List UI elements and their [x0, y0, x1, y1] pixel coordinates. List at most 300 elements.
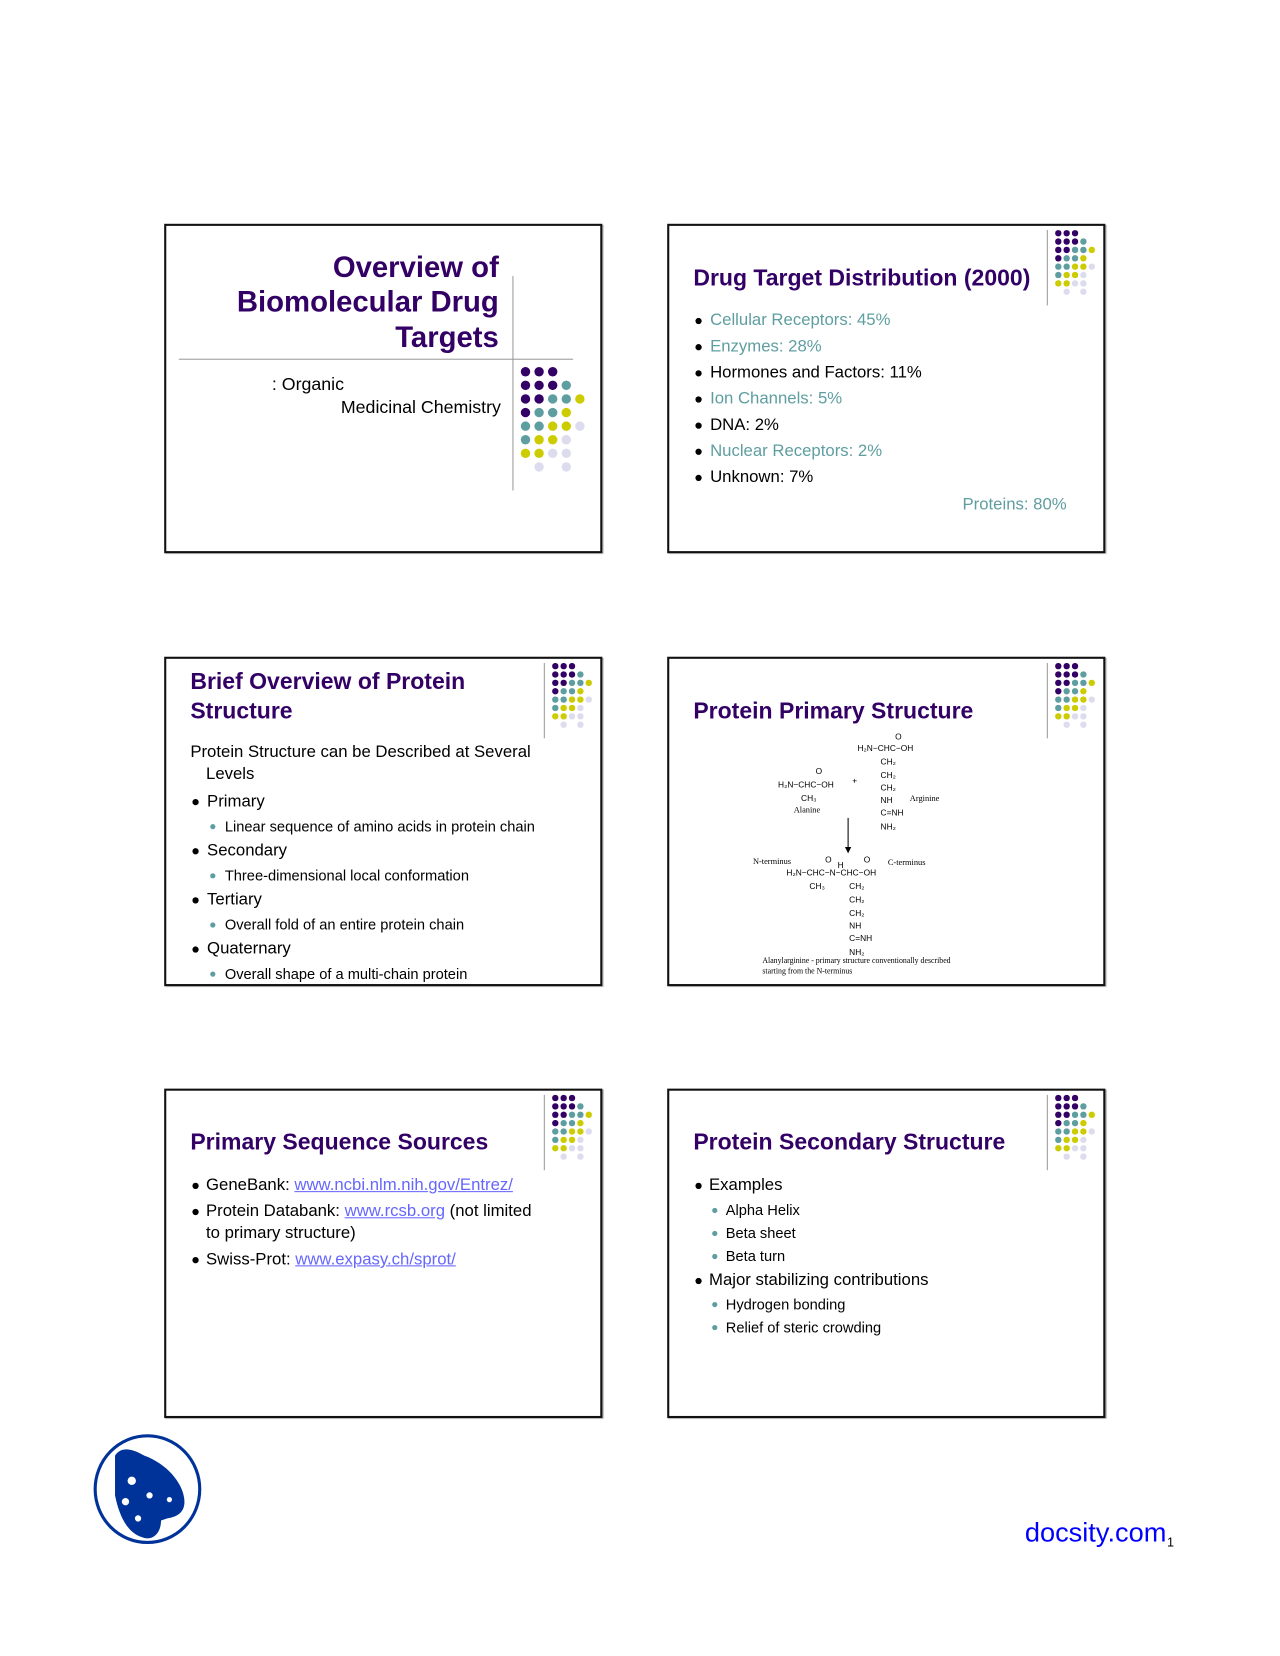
- divider: [1047, 230, 1048, 305]
- decorative-dot: [534, 408, 543, 417]
- chem-label: H₂N−CHC−N−CHC−OH: [786, 867, 877, 878]
- decorative-dot: [569, 696, 575, 702]
- decorative-dot: [1080, 1103, 1086, 1109]
- chem-label: H₂N−CHC−OH: [778, 780, 834, 790]
- decorative-dot: [577, 1128, 583, 1134]
- decorative-dot: [521, 394, 530, 403]
- decorative-dot: [577, 671, 583, 677]
- decorative-dot: [1080, 1145, 1086, 1151]
- list-item-protein-databank: [206, 1202, 532, 1223]
- decorative-dot: [569, 1112, 575, 1118]
- decorative-dot: [569, 1145, 575, 1151]
- decorative-dot: [561, 1103, 567, 1109]
- chem-label: N-terminus: [752, 856, 792, 866]
- decorative-dot: [534, 462, 543, 471]
- divider: [544, 1095, 545, 1170]
- decorative-dot: [1080, 238, 1086, 244]
- divider: [512, 276, 513, 490]
- decorative-dot: [1080, 1120, 1086, 1126]
- bullet-icon: [712, 1254, 717, 1259]
- decorative-dot: [1064, 238, 1070, 244]
- chem-label: NH: [880, 795, 893, 806]
- decorative-dot: [1089, 1112, 1095, 1118]
- decorative-dot: [1055, 1128, 1061, 1134]
- sub-list-item: Alpha Helix: [725, 1201, 800, 1219]
- decorative-dot: [1080, 688, 1086, 694]
- decorative-dot: [1089, 680, 1095, 686]
- decorative-dot: [1064, 705, 1070, 711]
- decorative-dot: [561, 1137, 567, 1143]
- proteins-total: Proteins: 80%: [962, 495, 1067, 514]
- decorative-dot: [1072, 255, 1078, 261]
- chem-label: O: [895, 732, 902, 742]
- decorative-dot: [1080, 680, 1086, 686]
- decorative-dot: [1064, 1128, 1070, 1134]
- bullet-icon: [210, 972, 215, 977]
- decorative-dot: [552, 713, 558, 719]
- chem-label: NH₂: [849, 947, 865, 957]
- decorative-dot: [561, 696, 567, 702]
- decorative-dot: [561, 1145, 567, 1151]
- decorative-dot: [575, 394, 584, 403]
- decorative-dot: [1080, 264, 1086, 270]
- decorative-dot: [534, 435, 543, 444]
- chem-label: CH₂: [880, 783, 896, 793]
- decorative-dot: [548, 367, 557, 376]
- slide-title: Protein Secondary Structure: [693, 1128, 1006, 1155]
- list-item-genebank: [206, 1175, 513, 1196]
- docsity-brand-link[interactable]: docsity.com: [1024, 1516, 1167, 1548]
- level-description: Three-dimensional local conformation: [224, 866, 469, 884]
- decorative-dot: [521, 435, 530, 444]
- decorative-dot: [1072, 272, 1078, 278]
- decorative-dot: [1064, 680, 1070, 686]
- intro-text: Levels: [206, 765, 255, 784]
- reaction-arrow-icon: [842, 818, 855, 856]
- level-item: Secondary: [207, 841, 288, 860]
- bullet-icon: [712, 1325, 717, 1330]
- decorative-dot: [1055, 713, 1061, 719]
- bullet-icon: [695, 1183, 701, 1189]
- list-item: Hormones and Factors: 11%: [710, 363, 922, 382]
- intro-text: Protein Structure can be Described at Several: [190, 743, 531, 762]
- decorative-dot: [1072, 280, 1078, 286]
- decorative-dot: [561, 1095, 567, 1101]
- decorative-dot: [569, 680, 575, 686]
- decorative-dot: [1080, 722, 1086, 728]
- decorative-dot: [548, 408, 557, 417]
- decorative-dot: [1072, 663, 1078, 669]
- list-item: Nuclear Receptors: 2%: [710, 442, 883, 461]
- bullet-icon: [210, 922, 215, 927]
- decorative-dot: [1080, 1153, 1086, 1159]
- decorative-dot: [521, 381, 530, 390]
- slide-primary-sequence-sources: [164, 1089, 602, 1418]
- decorative-dot: [1064, 722, 1070, 728]
- decorative-dot: [1055, 696, 1061, 702]
- decorative-dot: [577, 713, 583, 719]
- chem-name-alanine: Alanine: [793, 805, 821, 815]
- decorative-dot: [1055, 1103, 1061, 1109]
- decorative-dot: [569, 1137, 575, 1143]
- level-item: Tertiary: [207, 890, 262, 909]
- decorative-dot: [521, 449, 530, 458]
- decorative-dot: [577, 705, 583, 711]
- decorative-dot: [1055, 1095, 1061, 1101]
- chem-label: CH₃: [801, 793, 817, 804]
- diagram-caption: Alanylarginine - primary structure conventionally described: [762, 955, 951, 966]
- decorative-dot: [1055, 1120, 1061, 1126]
- decorative-dot: [1089, 264, 1095, 270]
- level-description: Linear sequence of amino acids in protein chain: [224, 817, 535, 835]
- decorative-dot: [1080, 671, 1086, 677]
- decorative-dot: [561, 1153, 567, 1159]
- decorative-dot: [534, 367, 543, 376]
- decorative-dot: [548, 449, 557, 458]
- slide-title-line: Targets: [395, 321, 499, 354]
- bullet-icon: [695, 475, 701, 481]
- list-item-swiss-prot: [206, 1250, 456, 1271]
- decorative-dot: [552, 671, 558, 677]
- decorative-dot: [552, 1128, 558, 1134]
- decorative-dot: [1055, 255, 1061, 261]
- decorative-dot: [534, 421, 543, 430]
- decorative-dot: [1080, 272, 1086, 278]
- decorative-dot: [1064, 280, 1070, 286]
- decorative-dot: [1055, 671, 1061, 677]
- diagram-caption: starting from the N-terminus: [762, 966, 853, 976]
- decorative-dot: [1064, 1137, 1070, 1143]
- decorative-dot: [1055, 264, 1061, 270]
- expasy-link[interactable]: www.expasy.ch/sprot/: [295, 1250, 456, 1269]
- decorative-dot: [577, 688, 583, 694]
- decorative-dot: [521, 408, 530, 417]
- list-item: DNA: 2%: [710, 416, 779, 434]
- rcsb-link[interactable]: www.rcsb.org: [344, 1202, 446, 1221]
- genebank-link[interactable]: www.ncbi.nlm.nih.gov/Entrez/: [294, 1176, 513, 1195]
- decorative-dot: [1072, 1128, 1078, 1134]
- decorative-dot: [552, 1103, 558, 1109]
- bullet-icon: [192, 946, 198, 952]
- bullet-icon: [695, 344, 701, 350]
- decorative-dot: [569, 713, 575, 719]
- decorative-dot: [1055, 680, 1061, 686]
- decorative-dot: [1064, 1153, 1070, 1159]
- decorative-dot: [1055, 238, 1061, 244]
- decorative-dot: [552, 1145, 558, 1151]
- decorative-dot: [1072, 1103, 1078, 1109]
- slide-title: [164, 224, 602, 553]
- decorative-dot: [1064, 230, 1070, 236]
- decorative-dot: [569, 1128, 575, 1134]
- decorative-dot: [569, 688, 575, 694]
- slide-protein-structure-overview: [164, 657, 602, 986]
- source-label: Protein Databank:: [206, 1202, 345, 1221]
- chem-label: C=NH: [849, 933, 873, 944]
- decorative-dot: [548, 421, 557, 430]
- list-item: Enzymes: 28%: [710, 337, 822, 356]
- decorative-dot: [1089, 1128, 1095, 1134]
- decorative-dot: [552, 663, 558, 669]
- decorative-dot: [1072, 680, 1078, 686]
- decorative-dot: [1055, 1112, 1061, 1118]
- decorative-dot: [1064, 1120, 1070, 1126]
- decorative-dot: [561, 688, 567, 694]
- decorative-dot: [562, 381, 571, 390]
- source-label: GeneBank:: [206, 1176, 295, 1195]
- chem-label: CH₂: [880, 770, 896, 781]
- list-item: Examples: [709, 1176, 783, 1195]
- decorative-dot: [1080, 705, 1086, 711]
- decorative-dot: [577, 1103, 583, 1109]
- chem-label: NH: [849, 921, 862, 931]
- decorative-dot: [569, 1120, 575, 1126]
- page-number: 1: [1167, 1535, 1175, 1550]
- bullet-icon: [695, 318, 701, 324]
- decorative-dot: [1080, 247, 1086, 253]
- decorative-dot: [577, 1137, 583, 1143]
- decorative-dot: [552, 705, 558, 711]
- decorative-dot: [534, 394, 543, 403]
- decorative-dot: [552, 680, 558, 686]
- decorative-dot: [1064, 264, 1070, 270]
- decorative-dot: [1064, 696, 1070, 702]
- slide-title: Structure: [190, 697, 293, 724]
- level-description: Overall shape of a multi-chain protein: [224, 965, 468, 982]
- decorative-dot: [548, 381, 557, 390]
- source-label: Swiss-Prot:: [206, 1250, 296, 1269]
- decorative-dot: [1064, 272, 1070, 278]
- chem-label: C-terminus: [887, 857, 926, 867]
- decorative-dot: [534, 449, 543, 458]
- decorative-dot: [561, 705, 567, 711]
- bullet-icon: [192, 1183, 198, 1189]
- decorative-dot: [569, 671, 575, 677]
- divider: [1047, 1095, 1048, 1170]
- decorative-dot: [1064, 1112, 1070, 1118]
- decorative-dot: [562, 462, 571, 471]
- decorative-dot: [577, 1145, 583, 1151]
- decorative-dot: [561, 671, 567, 677]
- sub-list-item: Relief of steric crowding: [725, 1318, 882, 1336]
- decorative-dot: [1072, 705, 1078, 711]
- decorative-dot: [1055, 272, 1061, 278]
- decorative-dot: [1072, 688, 1078, 694]
- subtitle: : Organic: [271, 374, 345, 395]
- decorative-dot: [586, 696, 592, 702]
- list-item: Unknown: 7%: [710, 468, 814, 487]
- decorative-dot: [1080, 1112, 1086, 1118]
- decorative-dot: [1055, 663, 1061, 669]
- sub-list-item: Beta sheet: [725, 1224, 796, 1242]
- bullet-icon: [712, 1231, 717, 1236]
- decorative-dot: [534, 381, 543, 390]
- slide-drug-target-distribution: [667, 224, 1105, 553]
- sub-list-item: Hydrogen bonding: [725, 1295, 846, 1313]
- decorative-dot: [569, 1103, 575, 1109]
- bullet-icon: [192, 848, 198, 854]
- bullet-icon: [695, 370, 701, 376]
- decorative-dot: [1064, 1103, 1070, 1109]
- chem-label: O: [863, 855, 871, 865]
- divider: [179, 359, 573, 360]
- decorative-dot: [552, 688, 558, 694]
- list-item: Cellular Receptors: 45%: [710, 311, 891, 330]
- decorative-dot: [1080, 1128, 1086, 1134]
- decorative-dot: [1072, 238, 1078, 244]
- level-item: Primary: [207, 792, 265, 811]
- decorative-dot: [552, 1137, 558, 1143]
- decorative-dot: [1064, 713, 1070, 719]
- divider: [544, 663, 545, 738]
- decorative-dot: [1055, 247, 1061, 253]
- decorative-dot: [1072, 1120, 1078, 1126]
- decorative-dot: [1055, 1145, 1061, 1151]
- chem-label: O: [815, 766, 823, 776]
- decorative-dot: [1080, 280, 1086, 286]
- decorative-dot: [1072, 671, 1078, 677]
- decorative-dot: [1064, 247, 1070, 253]
- slide-title: Primary Sequence Sources: [190, 1128, 489, 1155]
- chem-label: CH₃: [809, 881, 825, 891]
- decorative-dot: [548, 435, 557, 444]
- subtitle: Medicinal Chemistry: [340, 397, 501, 418]
- bullet-icon: [712, 1208, 717, 1213]
- source-note: (not limited: [445, 1202, 532, 1221]
- bullet-icon: [210, 873, 215, 878]
- chem-label: C=NH: [880, 808, 904, 818]
- chem-label: O: [825, 855, 832, 865]
- decorative-dot: [1064, 1145, 1070, 1151]
- decorative-dot: [562, 449, 571, 458]
- decorative-dot: [1064, 1095, 1070, 1101]
- decorative-dot: [1072, 247, 1078, 253]
- decorative-dot: [569, 663, 575, 669]
- bullet-icon: [712, 1302, 717, 1307]
- bullet-icon: [695, 396, 701, 402]
- docsity-logo-icon: [92, 1433, 203, 1546]
- slide-title: Brief Overview of Protein: [190, 668, 466, 695]
- decorative-dot: [1055, 688, 1061, 694]
- decorative-dot: [1064, 663, 1070, 669]
- decorative-dot: [577, 1153, 583, 1159]
- decorative-dot: [577, 1120, 583, 1126]
- decorative-dot: [1055, 705, 1061, 711]
- decorative-dot: [1080, 1137, 1086, 1143]
- decorative-dot: [1080, 713, 1086, 719]
- chem-label: NH₂: [880, 821, 896, 832]
- decorative-dot: [561, 1120, 567, 1126]
- decorative-dot: [577, 722, 583, 728]
- decorative-dot: [1080, 696, 1086, 702]
- decorative-dot: [561, 1128, 567, 1134]
- decorative-dot: [561, 680, 567, 686]
- chem-label: CH₂: [849, 895, 865, 905]
- decorative-dot: [561, 713, 567, 719]
- decorative-dot: [521, 421, 530, 430]
- decorative-dot: [1072, 1095, 1078, 1101]
- decorative-dot: [1064, 688, 1070, 694]
- bullet-icon: [695, 1278, 701, 1284]
- decorative-dot: [552, 1120, 558, 1126]
- decorative-dot: [1072, 1112, 1078, 1118]
- decorative-dot: [521, 367, 530, 376]
- decorative-dot: [575, 421, 584, 430]
- decorative-dot: [1064, 671, 1070, 677]
- decorative-dot: [577, 696, 583, 702]
- decorative-dot: [569, 705, 575, 711]
- decorative-dot: [552, 696, 558, 702]
- decorative-dot: [577, 680, 583, 686]
- decorative-dot: [586, 1112, 592, 1118]
- slide-title: Protein Primary Structure: [693, 697, 974, 724]
- list-item: Ion Channels: 5%: [710, 390, 843, 408]
- decorative-dot: [1055, 1137, 1061, 1143]
- decorative-dot: [586, 680, 592, 686]
- decorative-dot: [1089, 247, 1095, 253]
- decorative-dot: [562, 408, 571, 417]
- decorative-dot: [1072, 264, 1078, 270]
- decorative-dot: [1064, 255, 1070, 261]
- decorative-dot: [1064, 289, 1070, 295]
- decorative-dot: [1080, 289, 1086, 295]
- decorative-dot: [1072, 1137, 1078, 1143]
- bullet-icon: [192, 1209, 198, 1215]
- bullet-icon: [192, 799, 198, 805]
- chem-label: CH₂: [849, 908, 865, 919]
- decorative-dot: [548, 394, 557, 403]
- level-item: Quaternary: [207, 940, 291, 958]
- source-note: to primary structure): [206, 1224, 356, 1243]
- list-item: Major stabilizing contributions: [709, 1271, 929, 1290]
- bullet-icon: [695, 422, 701, 428]
- bullet-icon: [695, 449, 701, 455]
- decorative-dot: [561, 1112, 567, 1118]
- decorative-dot: [569, 1095, 575, 1101]
- level-description: Overall fold of an entire protein chain: [224, 916, 465, 933]
- decorative-dot: [1072, 696, 1078, 702]
- decorative-dot: [1089, 696, 1095, 702]
- decorative-dot: [561, 722, 567, 728]
- decorative-dot: [561, 663, 567, 669]
- slide-protein-primary-structure: [667, 657, 1105, 986]
- decorative-dot: [552, 1112, 558, 1118]
- decorative-dot: [1072, 713, 1078, 719]
- decorative-dot: [1055, 280, 1061, 286]
- chem-label: CH₂: [880, 757, 896, 767]
- decorative-dot: [1072, 230, 1078, 236]
- decorative-dot: [562, 421, 571, 430]
- decorative-dot: [1080, 255, 1086, 261]
- bullet-icon: [192, 1257, 198, 1263]
- decorative-dot: [1055, 230, 1061, 236]
- chem-name-arginine: Arginine: [909, 793, 940, 804]
- chem-label: +: [852, 775, 858, 786]
- decorative-dot: [577, 1112, 583, 1118]
- slide-title-line: Biomolecular Drug: [236, 285, 499, 318]
- slide-protein-secondary-structure: [667, 1089, 1105, 1418]
- decorative-dot: [552, 1095, 558, 1101]
- decorative-dot: [586, 1128, 592, 1134]
- chem-label: H: [837, 860, 844, 871]
- decorative-dot: [1072, 1145, 1078, 1151]
- chem-label: H₂N−CHC−OH: [857, 743, 914, 753]
- slide-title: Drug Target Distribution (2000): [693, 264, 1031, 291]
- decorative-dot: [562, 394, 571, 403]
- decorative-dot: [562, 435, 571, 444]
- bullet-icon: [192, 897, 198, 903]
- bullet-icon: [210, 824, 215, 829]
